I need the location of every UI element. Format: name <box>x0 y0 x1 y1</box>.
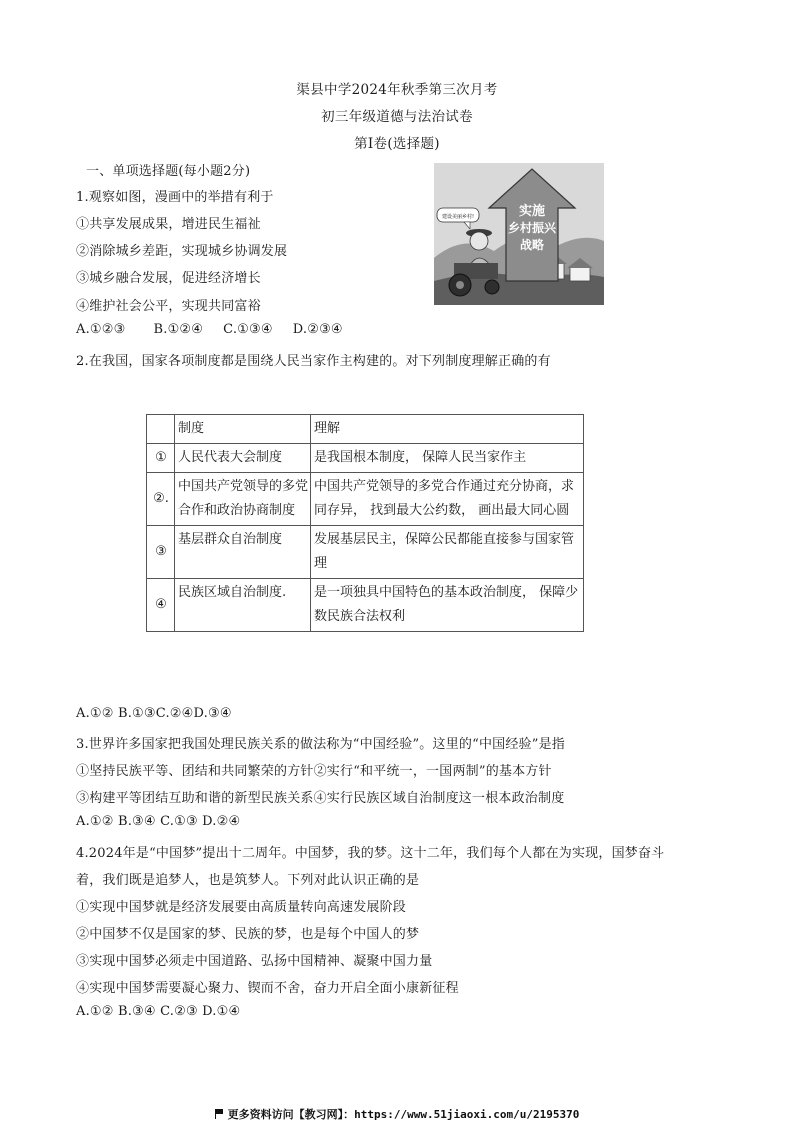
row-number: ③ <box>147 526 175 579</box>
q3-answers: A.①② B.③④ C.①③ D.②④ <box>76 814 241 829</box>
row-system: 人民代表大会制度 <box>175 444 311 473</box>
grade-subject-title: 初三年级道德与法治试卷 <box>321 109 473 125</box>
arrow-text-line-2: 乡村振兴 <box>507 221 557 235</box>
table-header-understanding: 理解 <box>311 415 584 444</box>
table-row <box>147 444 584 473</box>
row-system: 民族区域自治制度. <box>175 579 311 632</box>
q4-stem-line-2: 着，我们既是追梦人，也是筑梦人。下列对此认识正确的是 <box>76 873 420 888</box>
q4-answers: A.①② B.③④ C.②③ D.①④ <box>76 1004 241 1019</box>
table-row <box>147 473 584 526</box>
q1-answer-c: C.①③④ <box>223 322 273 337</box>
cartoon-illustration <box>434 163 604 305</box>
table-row <box>147 579 584 632</box>
footer-link[interactable] <box>0 1106 794 1122</box>
q1-answer-b: B.①②④ <box>153 322 204 337</box>
q1-answer-a: A.①②③ <box>76 322 126 337</box>
row-system: 中国共产党领导的多党合作和政治协商制度 <box>175 473 311 526</box>
q2-stem: 2.在我国，国家各项制度都是围绕人民当家作主构建的。对下列制度理解正确的有 <box>76 354 551 369</box>
row-number: ④ <box>147 579 175 632</box>
q1-option-3: ③城乡融合发展，促进经济增长 <box>76 271 261 286</box>
table-header-row <box>147 415 584 444</box>
volume-title: 第Ⅰ卷(选择题) <box>354 136 440 152</box>
q2-institutions-table <box>146 414 584 632</box>
q3-options-line-1: ①坚持民族平等、团结和共同繁荣的方针②实行“和平统一，一国两制”的基本方针 <box>76 764 552 779</box>
q1-answers <box>76 322 343 337</box>
row-understanding: 中国共产党领导的多党合作通过充分协商，求同存异， 找到最大公约数， 画出最大同心圆 <box>311 473 584 526</box>
section-heading: 一、单项选择题(每小题2分) <box>86 164 251 179</box>
flag-icon <box>215 1109 224 1119</box>
speech-bubble-text: 建设美丽乡村! <box>441 214 475 220</box>
q1-option-4: ④维护社会公平，实现共同富裕 <box>76 299 261 314</box>
row-understanding: 是一项独具中国特色的基本政治制度， 保障少数民族合法权利 <box>311 579 584 632</box>
q1-answer-d: D.②③④ <box>292 322 343 337</box>
row-understanding: 发展基层民主，保障公民都能直接参与国家管理 <box>311 526 584 579</box>
table-header-num <box>147 415 175 444</box>
q4-option-2: ②中国梦不仅是国家的梦、民族的梦，也是每个中国人的梦 <box>76 927 420 942</box>
q3-options-line-2: ③构建平等团结互助和谐的新型民族关系④实行民族区域自治制度这一根本政治制度 <box>76 791 565 806</box>
q4-option-4: ④实现中国梦需要凝心聚力、锲而不舍，奋力开启全面小康新征程 <box>76 981 459 996</box>
table-header-system: 制度 <box>175 415 311 444</box>
row-system: 基层群众自治制度 <box>175 526 311 579</box>
row-understanding: 是我国根本制度， 保障人民当家作主 <box>311 444 584 473</box>
row-number: ②. <box>147 473 175 526</box>
rural-revitalization-cartoon <box>434 163 604 305</box>
school-exam-title: 渠县中学2024年秋季第三次月考 <box>296 82 498 98</box>
q2-answers: A.①② B.①③C.②④D.③④ <box>76 706 232 721</box>
arrow-text-line-1: 实施 <box>518 204 546 219</box>
row-number: ① <box>147 444 175 473</box>
q4-option-3: ③实现中国梦必须走中国道路、弘扬中国精神、凝聚中国力量 <box>76 954 433 969</box>
q4-stem-line-1: 4.2024年是“中国梦”提出十二周年。中国梦，我的梦。这十二年，我们每个人都在为实现，国梦奋斗 <box>76 846 665 861</box>
q4-option-1: ①实现中国梦就是经济发展要由高质量转向高速发展阶段 <box>76 900 407 915</box>
arrow-text-line-3: 战略 <box>519 238 545 252</box>
q1-option-1: ①共享发展成果，增进民生福祉 <box>76 217 261 232</box>
table-row <box>147 526 584 579</box>
q1-stem: 1.观察如图，漫画中的举措有利于 <box>76 190 274 205</box>
q3-stem: 3.世界许多国家把我国处理民族关系的做法称为“中国经验”。这里的“中国经验”是指 <box>76 737 565 752</box>
footer-text[interactable]: 更多资料访问【教习网】：https://www.51jiaoxi.com/u/2195370 <box>227 1108 580 1121</box>
q1-option-2: ②消除城乡差距，实现城乡协调发展 <box>76 244 288 259</box>
